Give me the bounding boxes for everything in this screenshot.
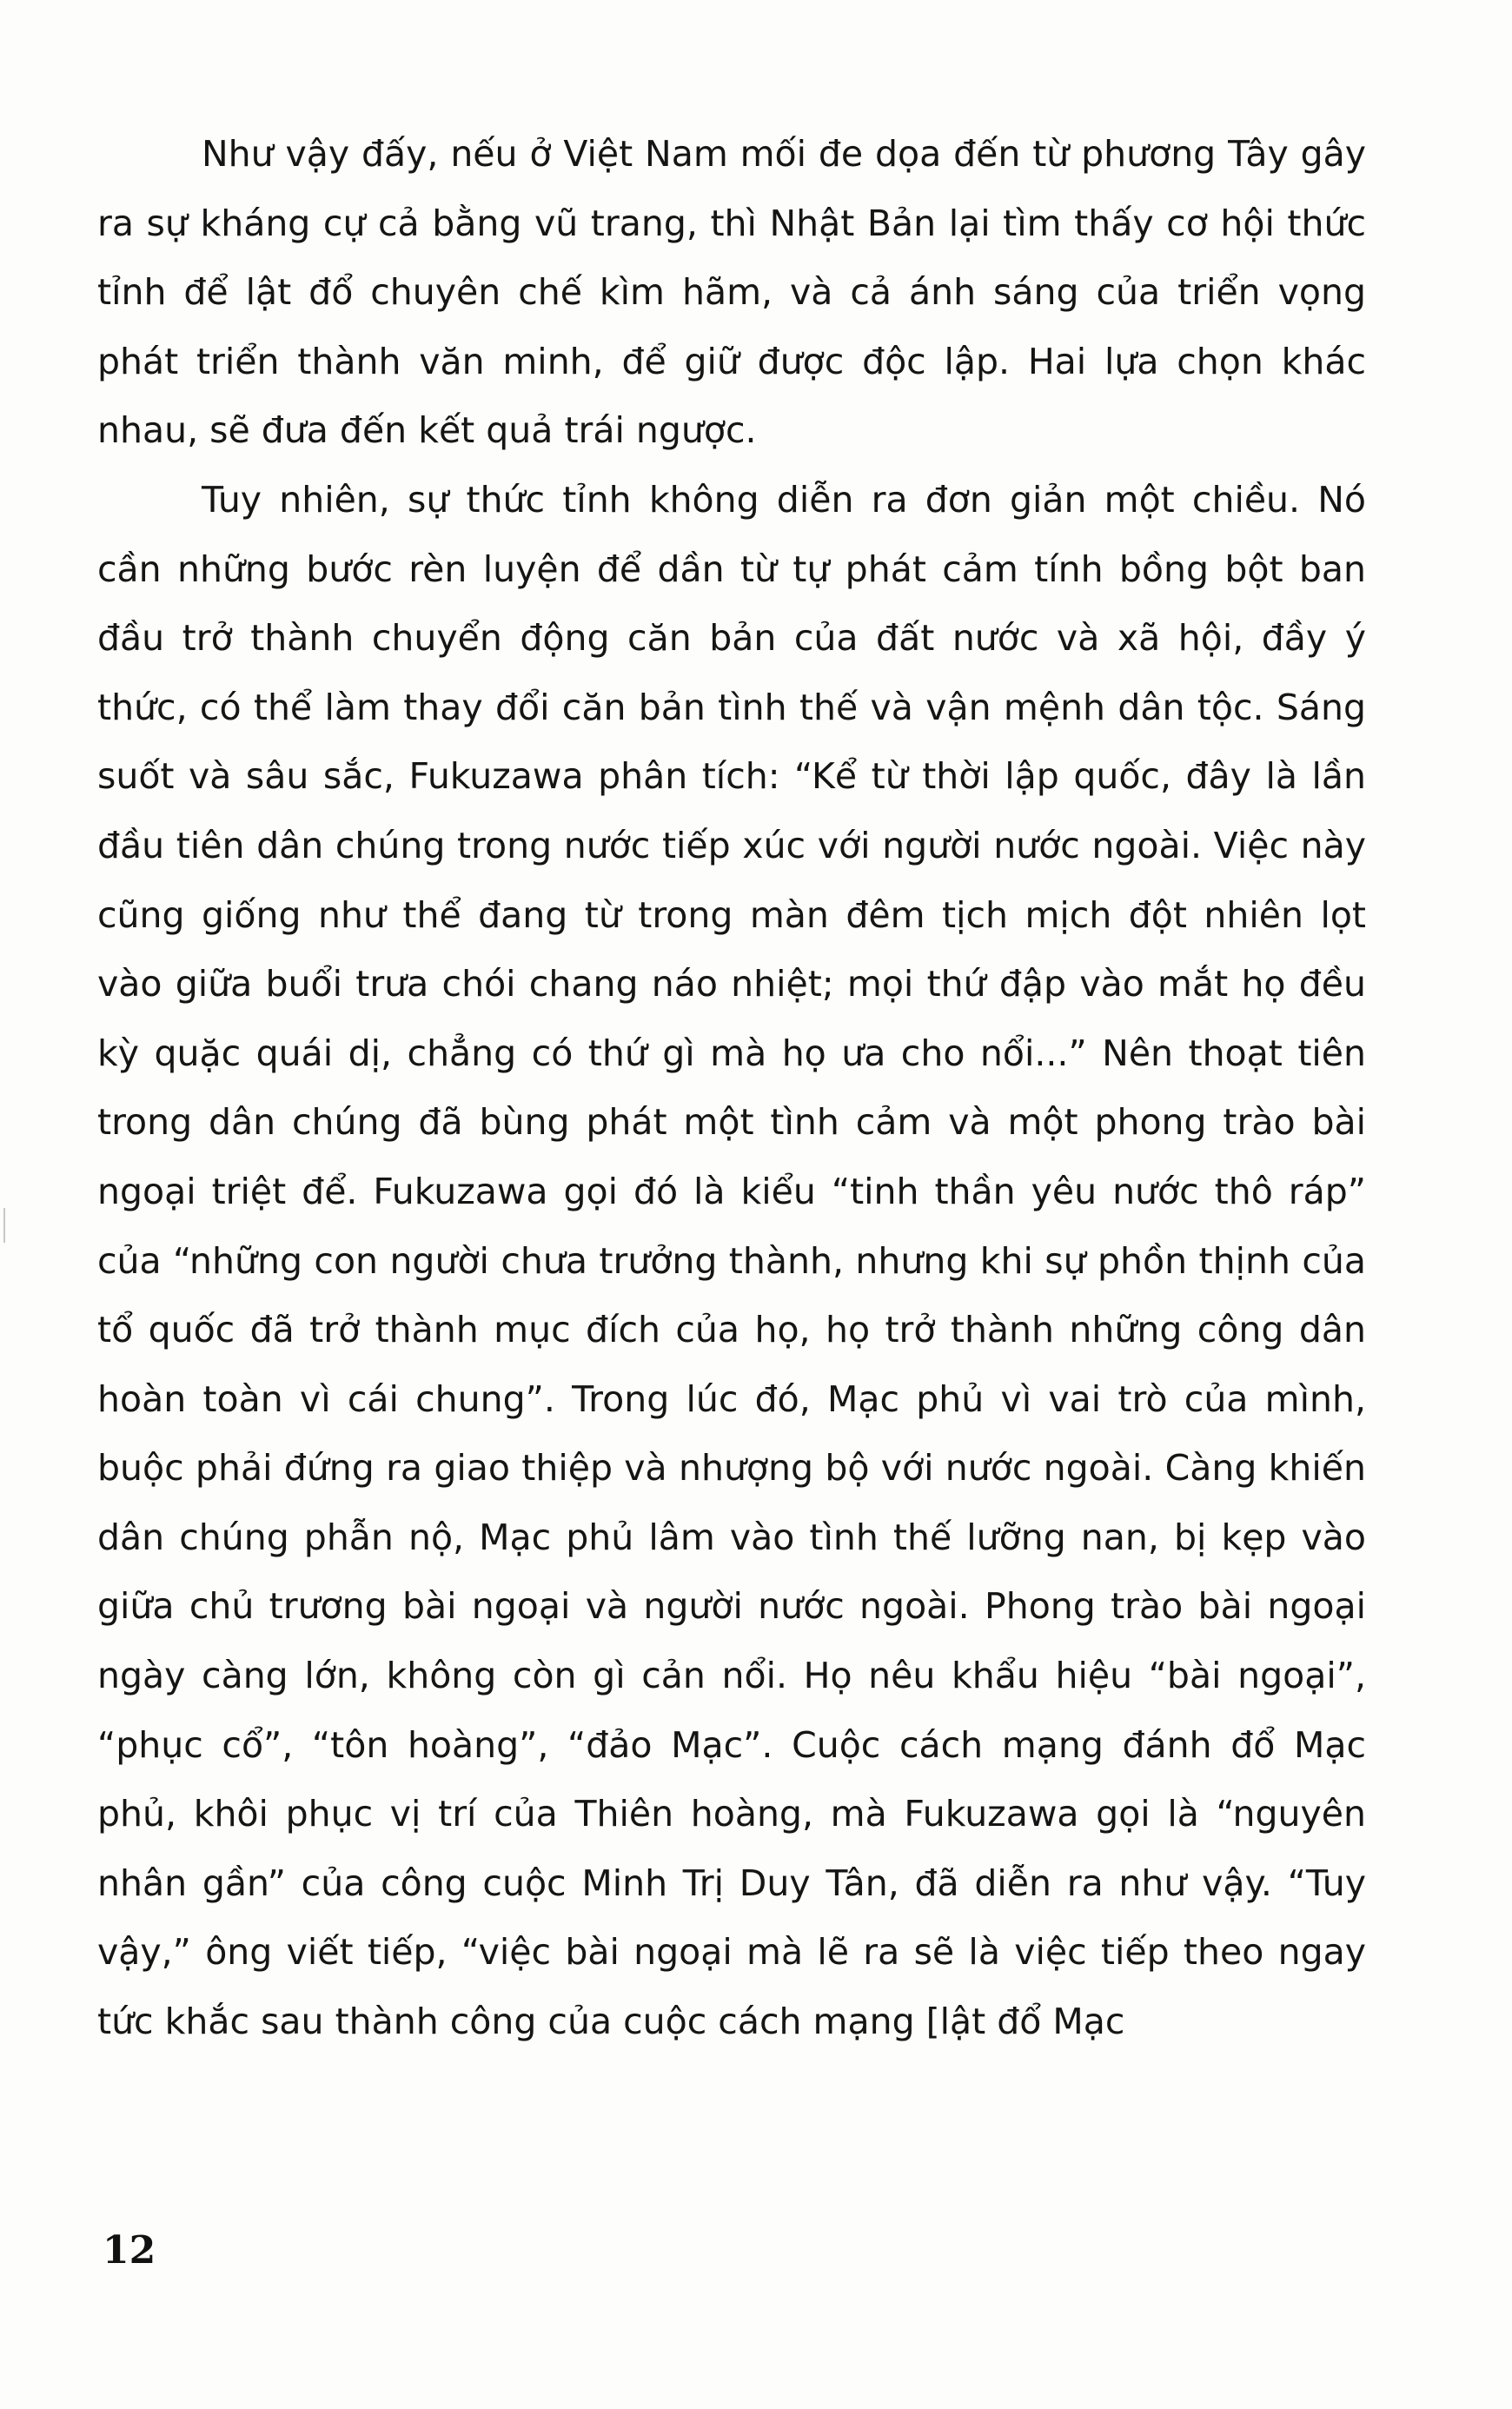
paragraph-2: Tuy nhiên, sự thức tỉnh không diễn ra đơn giản một chiều. Nó cần những bước rèn luyện để dần từ tự phát cảm tính bồng bột ban đầu trở thành chuyển động căn bản của đất nước và xã hội, đầy ý thức, có thể làm thay đổi căn bản tình thế và vận mệnh dân tộc. Sáng suốt và sâu sắc, Fukuzawa phân tích: “Kể từ thời lập quốc, đây là lần đầu tiên dân chúng trong nước tiếp xúc với người nước ngoài. Việc này cũng giống như thể đang từ trong màn đêm tịch mịch đột nhiên lọt vào giữa buổi trưa chói chang náo nhiệt; mọi thứ đập vào mắt họ đều kỳ quặc quái dị, chẳng có thứ gì mà họ ưa cho nổi...” Nên thoạt tiên trong dân chúng đã bùng phát một tình cảm và một phong trào bài ngoại triệt để. Fukuzawa gọi đó là kiểu “tinh thần yêu nước thô ráp” của “những con người chưa trưởng thành, nhưng khi sự phồn thịnh của tổ quốc đã trở thành mục đích của họ, họ trở thành những công dân hoàn toàn vì cái chung”. Trong lúc đó, Mạc phủ vì vai trò của mình, buộc phải đứng ra giao thiệp và nhượng bộ với nước ngoài. Càng khiến dân chúng phẫn nộ, Mạc phủ lâm vào tình thế lưỡng nan, bị kẹp vào giữa chủ trương bài ngoại và người nước ngoài. Phong trào bài ngoại ngày càng lớn, không còn gì cản nổi. Họ nêu khẩu hiệu “bài ngoại”, “phục cổ”, “tôn hoàng”, “đảo Mạc”. Cuộc cách mạng đánh đổ Mạc phủ, khôi phục vị trí của Thiên hoàng, mà Fukuzawa gọi là “nguyên nhân gần” của công cuộc Minh Trị Duy Tân, đã diễn ra như vậy. “Tuy vậy,” ông viết tiếp, “việc bài ngoại mà lẽ ra sẽ là việc tiếp theo ngay tức khắc sau thành công của cuộc cách mạng [lật đổ Mạc — [97, 478, 1366, 2043]
scan-edge-mark — [3, 1208, 5, 1243]
paragraph-1: Như vậy đấy, nếu ở Việt Nam mối đe dọa đến từ phương Tây gây ra sự kháng cự cả bằng vũ trang, thì Nhật Bản lại tìm thấy cơ hội thức tỉnh để lật đổ chuyên chế kìm hãm, và cả ánh sáng của triển vọng phát triển thành văn minh, để giữ được độc lập. Hai lựa chọn khác nhau, sẽ đưa đến kết quả trái ngược. — [97, 133, 1366, 452]
body-text — [97, 120, 1366, 2057]
page-number: 12 — [103, 2228, 156, 2273]
